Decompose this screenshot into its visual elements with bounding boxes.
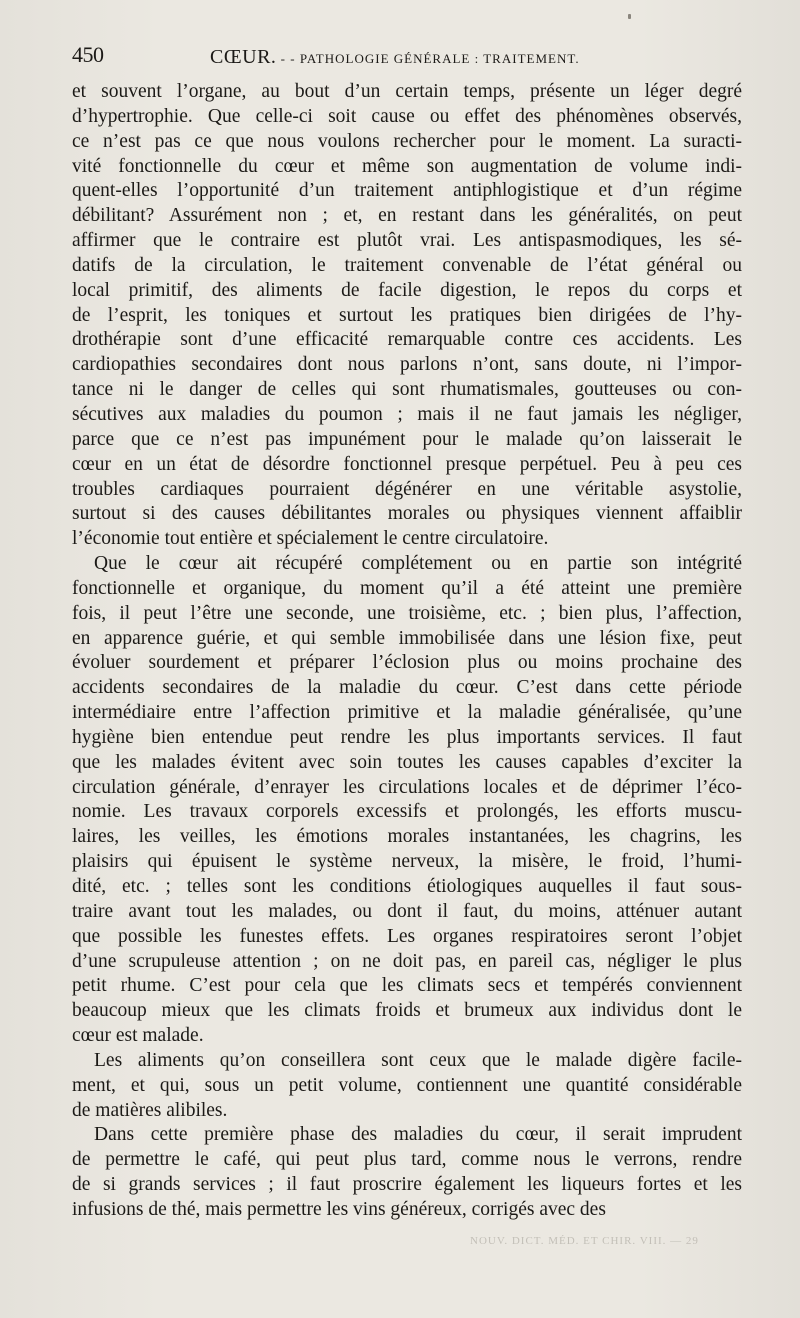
text-line: traire avant tout les malades, ou dont il faut, du moins, atténuer autant — [72, 900, 742, 922]
paragraph — [72, 1123, 742, 1222]
text-line: accidents secondaires de la maladie du cœur. C’est dans cette période — [72, 677, 742, 699]
text-line: de matières alibiles. — [72, 1099, 228, 1121]
text-line: d’hypertrophie. Que celle-ci soit cause ou effet des phénomènes observés, — [72, 105, 742, 127]
text-line: tance ni le danger de celles qui sont rhumatismales, goutteuses ou con- — [72, 379, 742, 401]
text-line: que possible les funestes effets. Les organes respiratoires seront l’objet — [72, 925, 742, 947]
text-line: Que le cœur ait récupéré complétement ou en partie son intégrité — [94, 553, 742, 575]
text-line: sécutives aux maladies du poumon ; mais il ne faut jamais les négliger, — [72, 403, 742, 425]
page-number: 450 — [72, 42, 104, 67]
text-line: l’économie tout entière et spécialement le centre circulatoire. — [72, 528, 549, 550]
text-line: cœur est malade. — [72, 1025, 204, 1047]
text-line: beaucoup mieux que les climats froids et brumeux aux individus dont le — [72, 1000, 742, 1022]
text-line: vité fonctionnelle du cœur et même son augmentation de volume indi- — [72, 155, 742, 177]
text-line: évoluer sourdement et préparer l’éclosion plus ou moins prochaine des — [72, 652, 742, 674]
text-line: infusions de thé, mais permettre les vins généreux, corrigés avec des — [72, 1198, 606, 1220]
text-line: et souvent l’organe, au bout d’un certain temps, présente un léger degré — [72, 81, 742, 102]
text-line: de l’esprit, les toniques et surtout les pratiques bien dirigées de l’hy- — [72, 304, 742, 326]
text-line: de permettre le café, qui peut plus tard, comme nous le verrons, rendre — [72, 1149, 742, 1171]
text-line: fois, il peut l’être une seconde, une troisième, etc. ; bien plus, l’affection, — [72, 602, 742, 624]
running-head-separator: - - — [280, 51, 296, 66]
text-line: quent-elles l’opportunité d’un traitement antiphlogistique et d’un régime — [72, 180, 742, 202]
text-line: cardiopathies secondaires dont nous parlons n’ont, sans doute, ni l’impor- — [72, 354, 742, 376]
running-head-subtitle: PATHOLOGIE GÉNÉRALE : TRAITEMENT. — [299, 51, 580, 66]
text-line: surtout si des causes débilitantes morales ou physiques viennent affaiblir — [72, 503, 742, 525]
running-head-title: CŒUR. — [210, 46, 277, 68]
text-line: datifs de la circulation, le traitement convenable de l’état général ou — [72, 254, 742, 276]
text-line: parce que ce n’est pas impunément pour le malade qu’on laisserait le — [72, 428, 742, 450]
text-line: affirmer que le contraire est plutôt vrai. Les antispasmodiques, les sé- — [72, 230, 742, 252]
text-line: cœur en un état de désordre fonctionnel presque perpétuel. Peu à peu ces — [72, 453, 742, 475]
text-line: intermédiaire entre l’affection primitive et la maladie généralisée, qu’une — [72, 702, 742, 724]
text-line: dité, etc. ; telles sont les conditions étiologiques auquelles il faut sous- — [72, 876, 742, 897]
text-line: circulation générale, d’enrayer les circulations locales et de déprimer l’éco- — [72, 776, 742, 798]
text-line: local primitif, des aliments de facile digestion, le repos du corps et — [72, 279, 742, 301]
text-line: Dans cette première phase des maladies du cœur, il serait imprudent — [94, 1124, 742, 1146]
running-head — [210, 46, 580, 69]
text-line: que les malades évitent avec soin toutes les causes capables d’exciter la — [72, 751, 742, 773]
text-line: plaisirs qui épuisent le système nerveux, la misère, le froid, l’humi- — [72, 851, 742, 873]
text-line: troubles cardiaques pourraient dégénérer en une véritable asystolie, — [72, 478, 742, 500]
text-line: ment, et qui, sous un petit volume, contiennent une quantité considérable — [72, 1074, 742, 1096]
paragraph — [72, 552, 742, 1049]
text-line: en apparence guérie, et qui semble immobilisée dans une lésion fixe, peut — [72, 627, 742, 649]
body-text — [72, 80, 742, 1223]
text-line: ce n’est pas ce que nous voulons rechercher pour le moment. La suracti- — [72, 130, 742, 152]
page-header — [72, 42, 742, 72]
text-line: Les aliments qu’on conseillera sont ceux que le malade digère facile- — [94, 1049, 742, 1071]
text-line: fonctionnelle et organique, du moment qu’il a été atteint une première — [72, 577, 742, 599]
text-line: nomie. Les travaux corporels excessifs et prolongés, les efforts muscu- — [72, 801, 742, 823]
paragraph — [72, 1049, 742, 1124]
bleed-through-text: NOUV. DICT. MÉD. ET CHIR. VIII. — 29 — [470, 1235, 699, 1247]
text-line: laires, les veilles, les émotions morales instantanées, les chagrins, les — [72, 826, 742, 848]
text-line: drothérapie sont d’une efficacité remarquable contre ces accidents. Les — [72, 329, 742, 351]
text-line: d’une scrupuleuse attention ; on ne doit pas, en pareil cas, négliger le plus — [72, 950, 742, 972]
paragraph — [72, 80, 742, 552]
ink-speck — [628, 14, 631, 19]
text-line: de si grands services ; il faut proscrire également les liqueurs fortes et les — [72, 1174, 742, 1196]
text-line: petit rhume. C’est pour cela que les climats secs et tempérés conviennent — [72, 975, 742, 997]
text-line: hygiène bien entendue peut rendre les plus importants services. Il faut — [72, 726, 742, 748]
text-line: débilitant? Assurément non ; et, en restant dans les généralités, on peut — [72, 205, 742, 227]
